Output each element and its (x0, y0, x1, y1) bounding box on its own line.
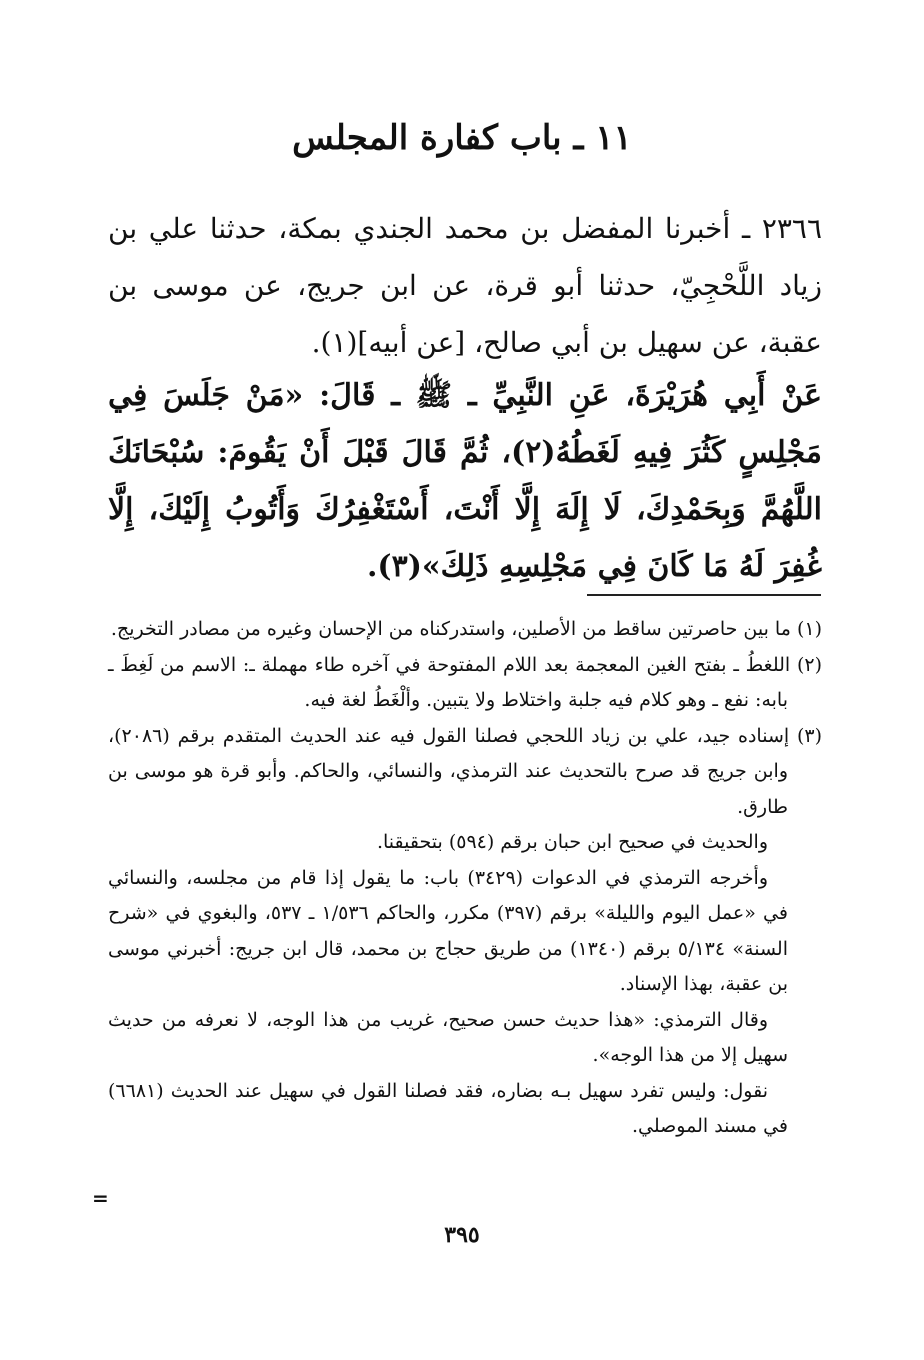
footnote-3-paragraph: وقال الترمذي: «هذا حديث حسن صحيح، غريب من هذا الوجه، لا نعرفه من حديث سهيل إلا من هذا الوجه». (108, 1008, 788, 1066)
footnote-3-paragraph: وأخرجه الترمذي في الدعوات (٣٤٢٩) باب: ما يقول إذا قام من مجلسه، والنسائي في «عمل اليوم والليلة» برقم (٣٩٧) مكرر، والحاكم ١/٥٣٦ ـ ٥٣٧، والبغوي في «شرح السنة» ٥/١٣٤ برقم (١٣٤٠) من طريق حجاج بن محمد، قال ابن جريج: أخبرني موسى بن عقبة، بهذا الإسناد. (108, 866, 788, 995)
footnote-3: (٣) إسناده جيد، علي بن زياد اللحجي فصلنا القول فيه عند الحديث المتقدم برقم (٢٠٨٦)، وابن جريج قد صرح بالتحديث عند الترمذي، والنسائي، والحاكم. وأبو قرة هو موسى بن طارق. (108, 724, 822, 818)
footnote-3-paragraph: نقول: وليس تفرد سهيل بـه بضاره، فقد فصلنا القول في سهيل عند الحديث (٦٦٨١) في مسند الموصلي. (108, 1079, 788, 1137)
page-number: ٣٩٥ (444, 1222, 480, 1248)
footnote-divider (587, 594, 821, 596)
hadith-isnad: ٢٣٦٦ ـ أخبرنا المفضل بن محمد الجندي بمكة، حدثنا علي بن زياد اللَّحْجِيّ، حدثنا أبو قرة، عن ابن جريج، عن موسى بن عقبة، عن سهيل بن أبي صالح، [عن أبيه](١). (108, 212, 822, 359)
footnotes (108, 612, 822, 1145)
footnote-3-paragraph: والحديث في صحيح ابن حبان برقم (٥٩٤) بتحقيقنا. (376, 831, 768, 853)
footnote-1: (١) ما بين حاصرتين ساقط من الأصلين، واستدركناه من الإحسان وغيره من مصادر التخريج. (110, 618, 822, 640)
hadith-matn: عَنْ أَبِي هُرَيْرَةَ، عَنِ النَّبِيِّ ـ ﷺ ـ قَالَ: «مَنْ جَلَسَ فِي مَجْلِسٍ كَثُرَ فِيهِ لَغَطُهُ(٢)، ثُمَّ قَالَ قَبْلَ أَنْ يَقُومَ: سُبْحَانَكَ اللَّهُمَّ وَبِحَمْدِكَ، لَا إِلَهَ إِلَّا أَنْتَ، أَسْتَغْفِرُكَ وَأَتُوبُ إِلَيْكَ، إِلَّا غُفِرَ لَهُ مَا كَانَ فِي مَجْلِسِهِ ذَلِكَ»(٣). (108, 378, 822, 584)
footnote-2: (٢) اللغطُ ـ بفتح الغين المعجمة بعد اللام المفتوحة في آخره طاء مهملة ـ: الاسم من لَغِطَ ـ بابه: نفع ـ وهو كلام فيه جلبة واختلاط ولا يتبين. وألْغَطُ لغة فيه. (108, 653, 822, 711)
chapter-title: ١١ ـ باب كفارة المجلس (292, 118, 632, 158)
continuation-mark: = (92, 1186, 109, 1210)
